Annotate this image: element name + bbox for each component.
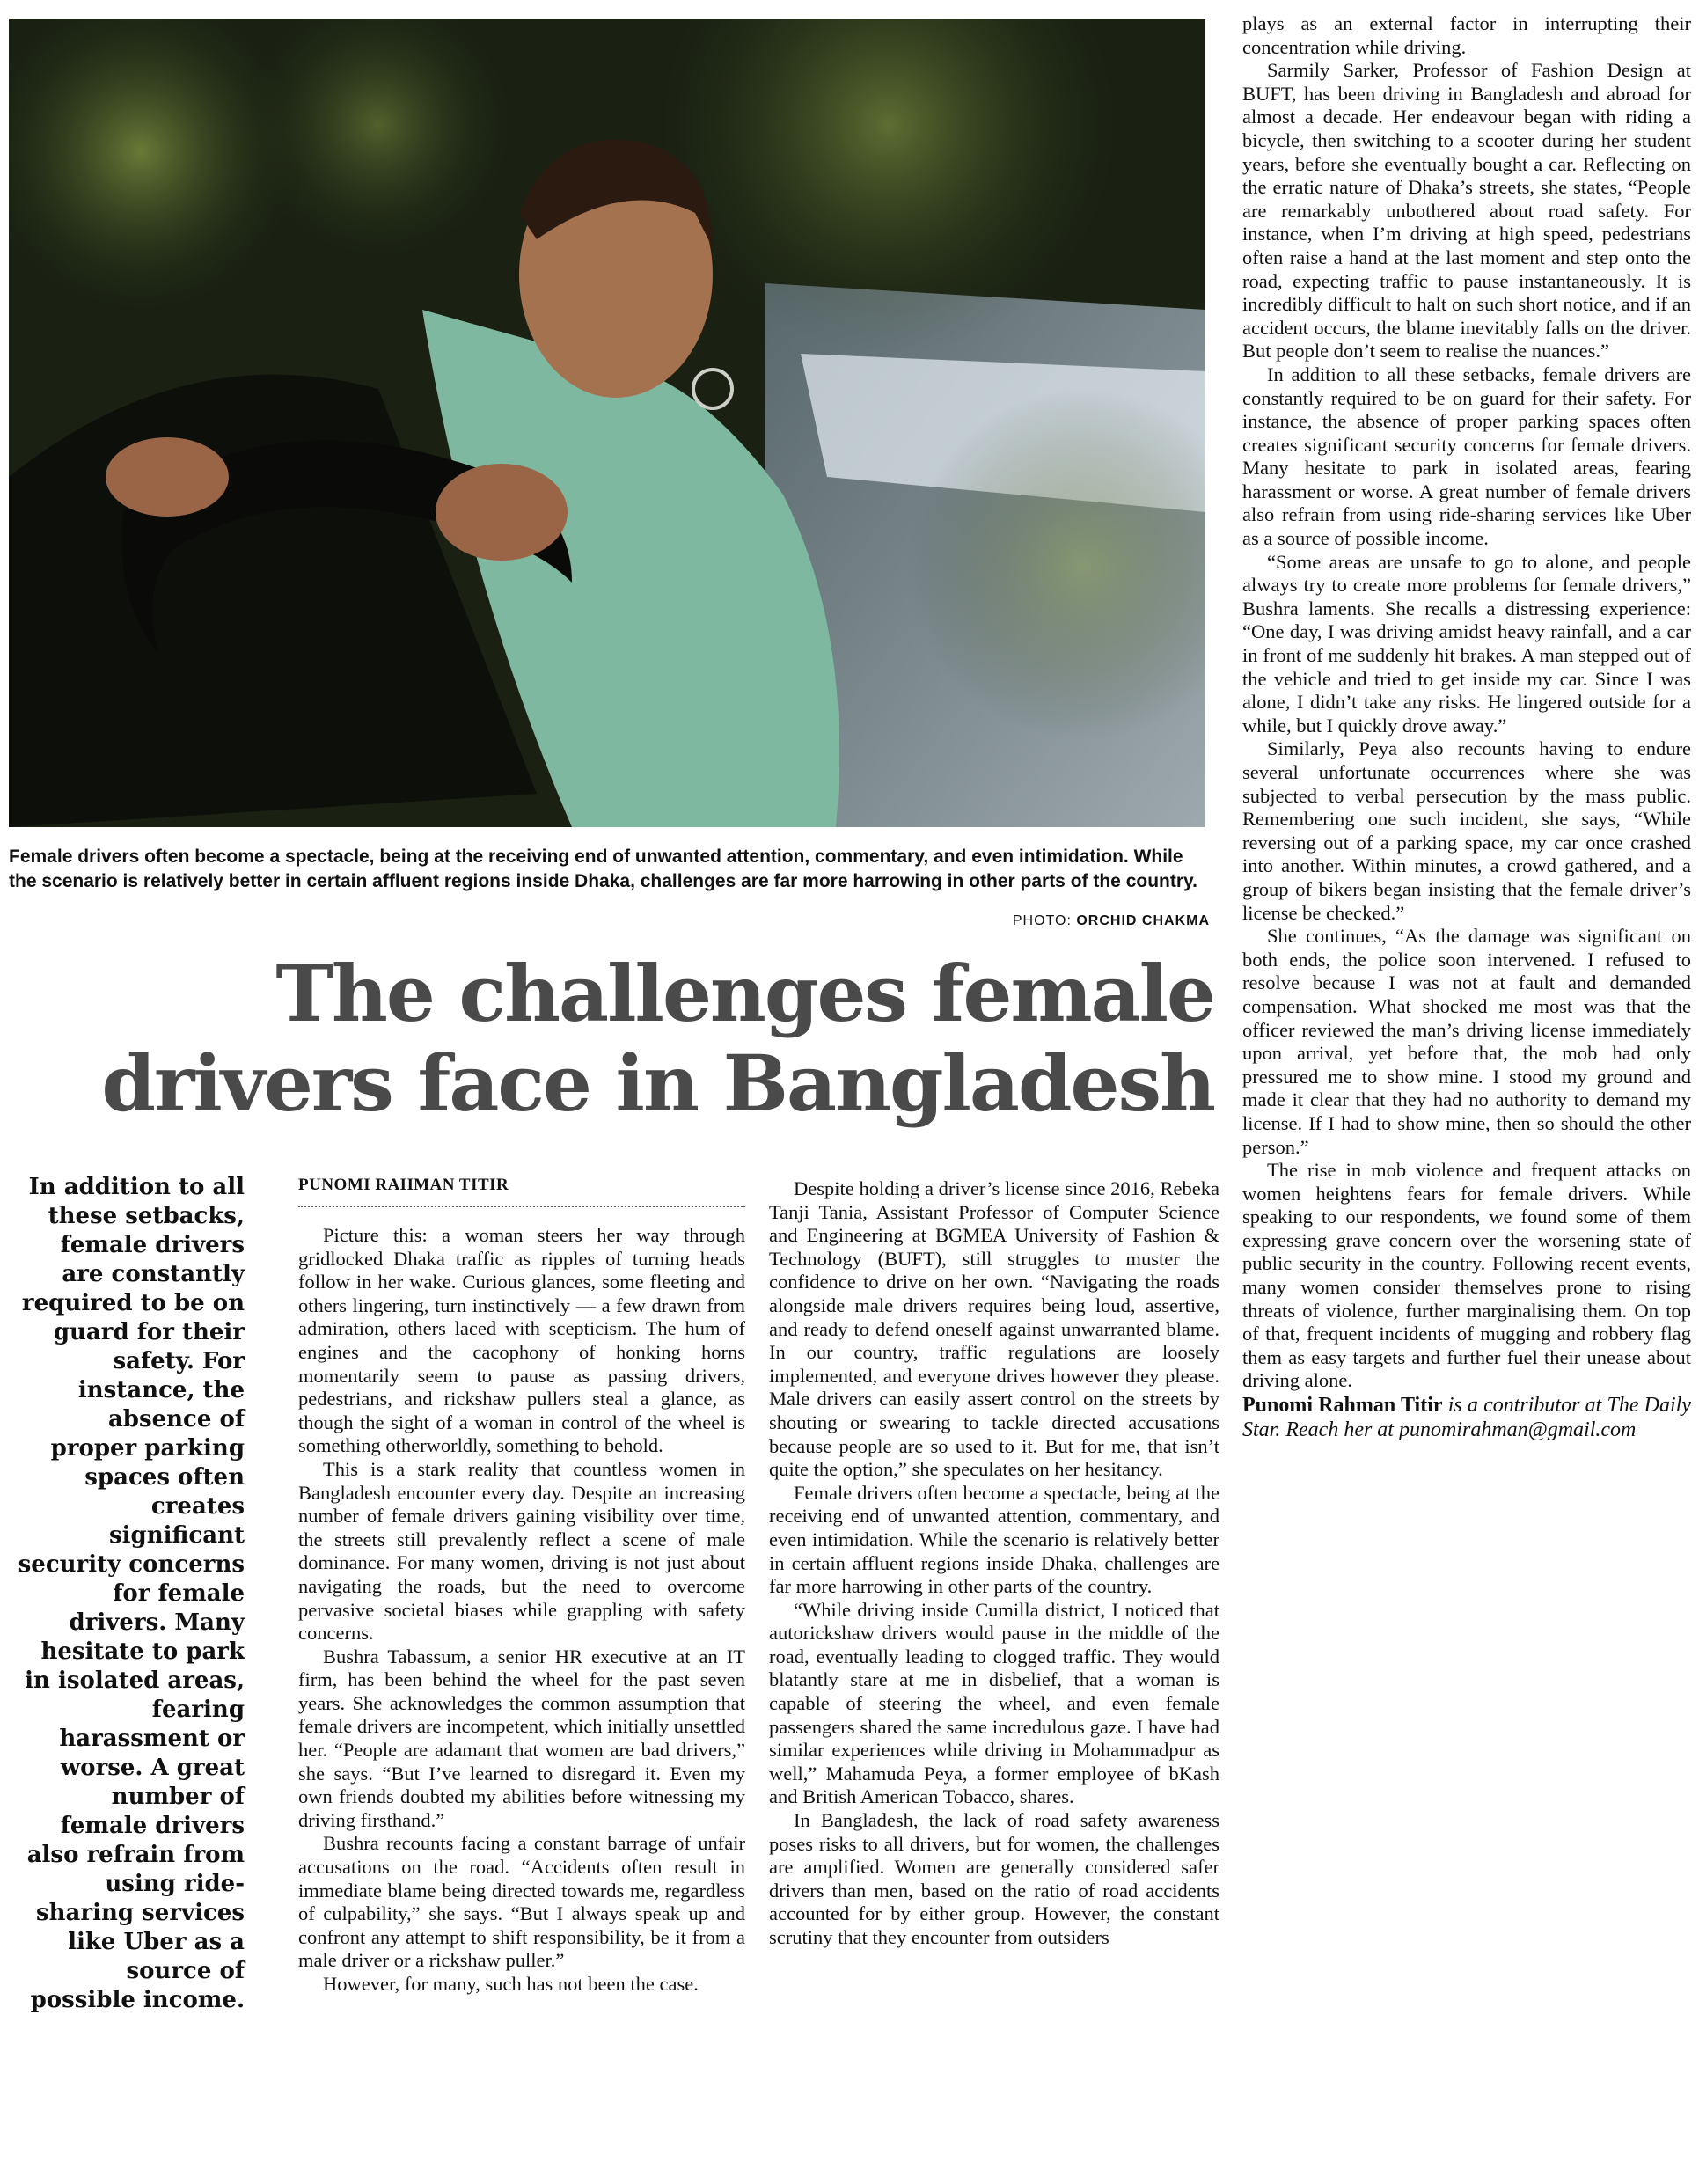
author-note: [1242, 1393, 1691, 1442]
paragraph: Picture this: a woman steers her way through gridlocked Dhaka traffic as ripples of turning heads follow in her wake. Curious glances, some fleeting and others lingering, turn instinctively — a few drawn from admiration, others laced with scepticism. The hum of engines and the cacophony of honking horns momentarily seem to pause as passing drivers, pedestrians, and rickshaw pullers steal a glance, as though the sight of a woman in control of the wheel is something otherworldly, something to behold.: [298, 1224, 745, 1457]
article-column-1: [298, 1224, 745, 1997]
paragraph: “Some areas are unsafe to go to alone, and people always try to create more problems for female drivers,” Bushra laments. She recalls a distressing experience: “One day, I was driving amidst heavy rainfall, and a car in front of me suddenly hit brakes. A man stepped out of the vehicle and tried to get inside my car. Since I was alone, I didn’t take any risks. He lingered outside for a while, but I quickly drove away.”: [1242, 550, 1691, 737]
headline-line-2: drivers face in Bangladesh: [101, 1037, 1214, 1129]
photo-credit: [1013, 913, 1210, 929]
pull-quote: In addition to all these setbacks, female drivers are constantly required to be on guard for their safety. For instance, the absence of proper parking spaces often creates significant security concerns for female drivers. Many hesitate to park in isolated areas, fearing harassment or worse. A great number of female drivers also refrain from using ride-sharing services like Uber as a source of possible income.: [18, 1174, 245, 2013]
paragraph: The rise in mob violence and frequent attacks on women heightens fears for female drivers. While speaking to our respondents, we found some of them expressing grave concern over the worsening state of public security in the country. Following recent events, many women consider themselves prone to rising threats of violence, further marginalising them. On top of that, frequent incidents of mugging and robbery flag them as easy targets and further fuel their unease about driving alone.: [1242, 1159, 1691, 1392]
paragraph: Sarmily Sarker, Professor of Fashion Design at BUFT, has been driving in Bangladesh and abroad for almost a decade. Her endeavour began with riding a bicycle, then switching to a scooter during her student years, before she eventually bought a car. Reflecting on the erratic nature of Dhaka’s streets, she states, “People are remarkably unbothered about road safety. For instance, when I’m driving at high speed, pedestrians often raise a hand at the last moment and step onto the road, expecting traffic to pause instantaneously. It is incredibly difficult to halt on such short notice, and if an accident occurs, the blame inevitably falls on the driver. But people don’t seem to realise the nuances.”: [1242, 59, 1691, 363]
paragraph: Similarly, Peya also recounts having to endure several unfortunate occurrences where she was subjected to verbal persecution by the mass public. Remembering one such incident, she says, “While reversing out of a parking space, my car once crashed into another. Within minutes, a crowd gathered, and a group of bikers began insisting that the female driver’s license be checked.”: [1242, 737, 1691, 924]
photo-credit-label: PHOTO:: [1012, 913, 1077, 928]
paragraph: plays as an external factor in interrupting their concentration while driving.: [1242, 12, 1691, 58]
headline: [18, 949, 1214, 1128]
paragraph: In addition to all these setbacks, female drivers are constantly required to be on guard for their safety. For instance, the absence of proper parking spaces often creates significant security concerns for female drivers. Many hesitate to park in isolated areas, fearing harassment or worse. A great number of female drivers also refrain from using ride-sharing services like Uber as a source of possible income.: [1242, 363, 1691, 550]
paragraph: She continues, “As the damage was significant on both ends, the police soon intervened. I refused to resolve because I was not at fault and demanded compensation. What shocked me most was that the officer reviewed the man’s driving license immediately upon arrival, yet before that, the mob had only pressured me to show mine. I stood my ground and made it clear that they had no authority to demand my license. If I had to show mine, then so should the other person.”: [1242, 925, 1691, 1158]
paragraph: “While driving inside Cumilla district, I noticed that autorickshaw drivers would pause in the middle of the road, eventually leading to clogged traffic. They would blatantly stare at me in disbelief, that a woman is capable of steering the wheel, and even female passengers shared the same incredulous gaze. I have had similar experiences while driving in Mohammadpur as well,” Mahamuda Peya, a former employee of bKash and British American Tobacco, shares.: [769, 1598, 1219, 1808]
paragraph: Despite holding a driver’s license since 2016, Rebeka Tanji Tania, Assistant Professor of Computer Science and Engineering at BGMEA University of Fashion & Technology (BUFT), still struggles to muster the confidence to drive on her own. “Navigating the roads alongside male drivers requires being loud, assertive, and ready to defend oneself against unwarranted blame. In our country, traffic regulations are loosely implemented, and everyone drives however they please. Male drivers can easily assert control on the streets by shouting or swearing to tackle directed accusations because people are so used to it. But for me, that isn’t quite the option,” she speculates on her hesitancy.: [769, 1177, 1219, 1481]
paragraph: This is a stark reality that countless women in Bangladesh encounter every day. Despite an increasing number of female drivers gaining visibility over time, the streets still prevalently reflect a scene of male dominance. For many women, driving is not just about navigating the roads, but the need to overcome pervasive societal biases while grappling with safety concerns.: [298, 1457, 745, 1645]
photo-credit-name: ORCHID CHAKMA: [1076, 913, 1210, 928]
byline: PUNOMI RAHMAN TITIR: [298, 1176, 745, 1207]
photo-caption: Female drivers often become a spectacle, being at the receiving end of unwanted attention, commentary, and even intimidation. While the scenario is relatively better in certain affluent regions inside Dhaka, challenges are far more harrowing in other parts of the country.: [9, 846, 1197, 891]
article-column-2: [769, 1177, 1219, 1950]
paragraph: However, for many, such has not been the case.: [323, 1973, 699, 1995]
headline-line-1: The challenges female: [275, 948, 1214, 1039]
woman-driving-car-photo: [9, 19, 1205, 827]
paragraph: Bushra Tabassum, a senior HR executive at an IT firm, has been behind the wheel for the past seven years. She acknowledges the common assumption that female drivers are incompetent, which initially unsettled her. “People are adamant that women are bad drivers,” she says. “But I’ve learned to disregard it. Even my own friends doubted my abilities before witnessing my driving firsthand.”: [298, 1645, 745, 1831]
article-column-3: [1242, 12, 1691, 1442]
author-bio: is a contributor at The Daily Star. Reach her at punomirahman@gmail.com: [1242, 1394, 1691, 1442]
paragraph: Bushra recounts facing a constant barrage of unfair accusations on the road. “Accidents often result in immediate blame being directed towards me, regardless of culpability,” she says. “But I always speak up and confront any attempt to shift responsibility, be it from a male driver or a rickshaw puller.”: [298, 1832, 745, 1972]
author-name: Punomi Rahman Titir: [1242, 1394, 1443, 1418]
paragraph: In Bangladesh, the lack of road safety awareness poses risks to all drivers, but for women, the challenges are amplified. Women are generally considered safer drivers than men, based on the ratio of road accidents accounted for by either group. However, the constant scrutiny that they encounter from outsiders: [769, 1809, 1219, 1948]
photo-illustration: [9, 19, 1205, 827]
paragraph: Female drivers often become a spectacle, being at the receiving end of unwanted attention, commentary, and even intimidation. While the scenario is relatively better in certain affluent regions inside Dhaka, challenges are far more harrowing in other parts of the country.: [769, 1481, 1219, 1598]
